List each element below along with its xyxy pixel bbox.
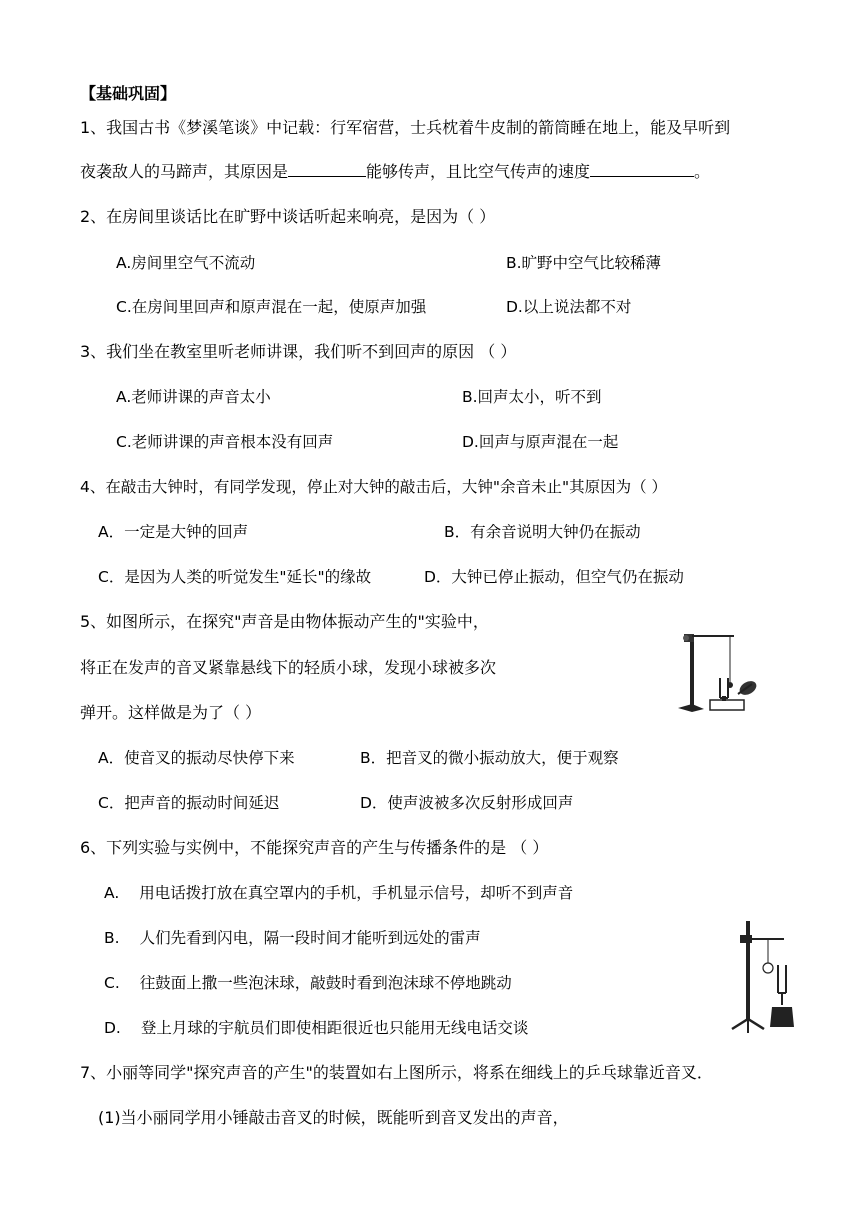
q5-option-b[interactable]: B．把音叉的微小振动放大，便于观察	[360, 749, 619, 767]
q3-option-a[interactable]: A.老师讲课的声音太小	[116, 388, 271, 406]
q6-option-c[interactable]	[104, 972, 512, 994]
q7-sub1: (1)当小丽同学用小锤敲击音叉的时候，既能听到音叉发出的声音，	[98, 1108, 569, 1127]
q3-option-b[interactable]: B.回声太小，听不到	[462, 388, 602, 406]
q4-stem: 4、在敲击大钟时，有同学发现，停止对大钟的敲击后，大钟"余音未止"其原因为（ ）	[80, 478, 668, 496]
q1-blank-2[interactable]	[590, 162, 694, 177]
q5-stem-line2: 将正在发声的音叉紧靠悬线下的轻质小球，发现小球被多次	[80, 658, 497, 677]
q4-option-d[interactable]: D．大钟已停止振动，但空气仍在振动	[424, 568, 684, 586]
q6-option-b-text: 人们先看到闪电，隔一段时间才能听到远处的雷声	[139, 929, 481, 947]
q6-option-c-letter: C.	[104, 974, 120, 992]
q4-option-b[interactable]: B．有余音说明大钟仍在振动	[444, 523, 641, 541]
q1-text-c: 。	[694, 162, 711, 181]
q5-tuning-fork-figure	[672, 612, 772, 722]
q6-apparatus-figure	[728, 915, 810, 1037]
q1-blank-1[interactable]	[288, 162, 366, 177]
q6-option-d[interactable]	[104, 1017, 528, 1039]
q1-stem-line2	[80, 161, 710, 183]
q5-stem-line1: 5、如图所示，在探究"声音是由物体振动产生的"实验中，	[80, 612, 489, 631]
q1-stem-line1: 1、我国古书《梦溪笔谈》中记载：行军宿营，士兵枕着牛皮制的箭筒睡在地上，能及早听到	[80, 118, 731, 137]
q6-option-c-text: 往鼓面上撒一些泡沫球，敲鼓时看到泡沫球不停地跳动	[139, 974, 512, 992]
q3-option-c[interactable]: C.老师讲课的声音根本没有回声	[116, 433, 334, 451]
q6-option-b[interactable]	[104, 927, 481, 949]
q6-option-a[interactable]	[104, 882, 573, 904]
q1-text-b: 能够传声，且比空气传声的速度	[366, 162, 591, 181]
q6-option-d-letter: D.	[104, 1019, 121, 1037]
q1-text-a: 夜袭敌人的马蹄声，其原因是	[80, 162, 289, 181]
q6-option-b-letter: B.	[104, 929, 120, 947]
q5-option-d[interactable]: D．使声波被多次反射形成回声	[360, 794, 574, 812]
q4-option-a[interactable]: A．一定是大钟的回声	[98, 523, 249, 541]
q3-option-d[interactable]: D.回声与原声混在一起	[462, 433, 619, 451]
q6-option-a-letter: A.	[104, 884, 120, 902]
q2-option-c[interactable]: C.在房间里回声和原声混在一起，使原声加强	[116, 298, 427, 316]
q2-option-a[interactable]: A.房间里空气不流动	[116, 254, 256, 272]
q6-option-d-text: 登上月球的宇航员们即使相距很近也只能用无线电话交谈	[140, 1019, 529, 1037]
q2-option-d[interactable]: D.以上说法都不对	[506, 298, 632, 316]
q4-option-c[interactable]: C．是因为人类的听觉发生"延长"的缘故	[98, 568, 372, 586]
q2-stem: 2、在房间里谈话比在旷野中谈话听起来响亮，是因为（ ）	[80, 207, 496, 226]
q5-option-c[interactable]: C．把声音的振动时间延迟	[98, 794, 280, 812]
q6-stem: 6、下列实验与实例中，不能探究声音的产生与传播条件的是 （ ）	[80, 838, 549, 857]
q6-option-a-text: 用电话拨打放在真空罩内的手机，手机显示信号，却听不到声音	[139, 884, 574, 902]
q5-option-a[interactable]: A．使音叉的振动尽快停下来	[98, 749, 295, 767]
q2-option-b[interactable]: B.旷野中空气比较稀薄	[506, 254, 662, 272]
q5-stem-line3: 弹开。这样做是为了（ ）	[80, 703, 262, 722]
q3-stem: 3、我们坐在教室里听老师讲课，我们听不到回声的原因 （ ）	[80, 342, 517, 361]
q7-stem: 7、小丽等同学"探究声音的产生"的装置如右上图所示，将系在细线上的乒乓球靠近音叉．	[80, 1063, 713, 1082]
section-title: 【基础巩固】	[80, 84, 177, 103]
